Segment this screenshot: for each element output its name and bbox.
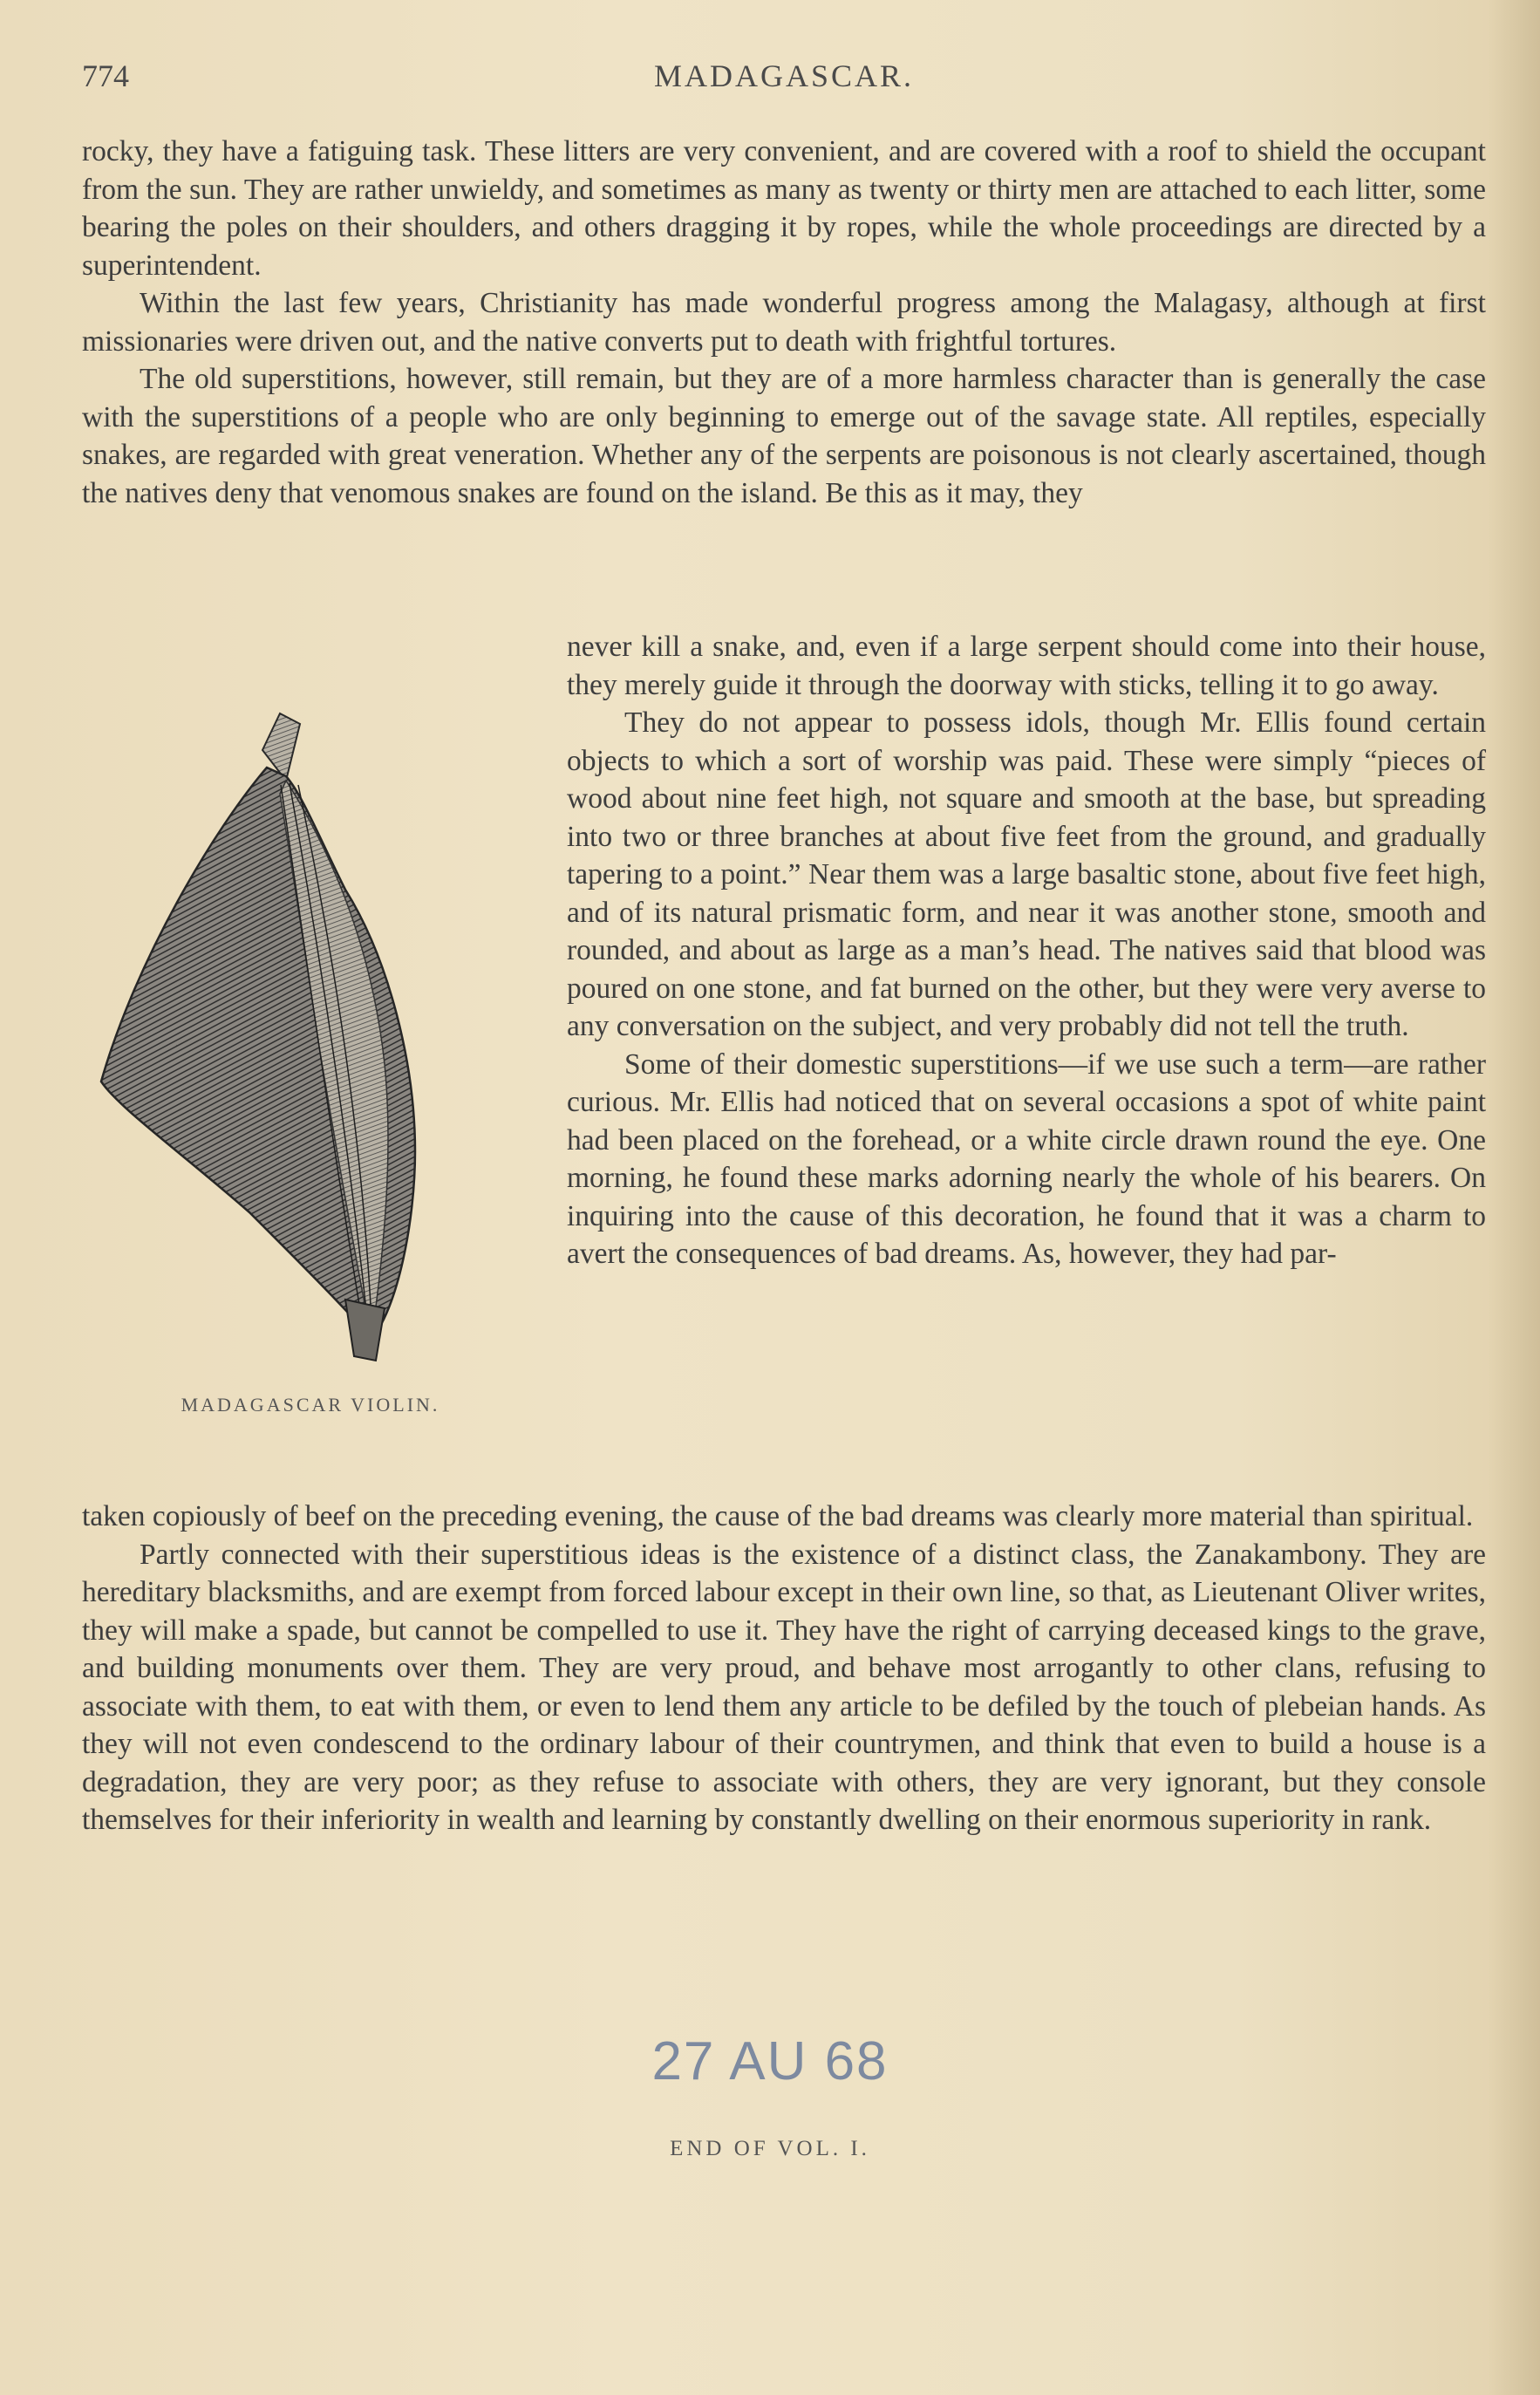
violin-illustration xyxy=(84,698,537,1422)
end-of-volume-note: END OF VOL. I. xyxy=(670,2137,870,2160)
figure-caption: MADAGASCAR VIOLIN. xyxy=(181,1394,440,1416)
page-number: 774 xyxy=(82,58,129,93)
page-header xyxy=(82,58,1486,106)
text-block-wrap xyxy=(567,628,1486,1273)
paragraph-zanakambony: Partly connected with their superstitious ideas is the existence of a distinct class, the Zanakambony. They are hereditary blacksmiths, and are exempt from forced labour except in their own line, so that, as Lieutenant Oliver writes, they will make a spade, but cannot be compelled to use it. They have the right of carrying deceased kings to the grave, and building monuments over them. They are very proud, and behave most arrogantly to other clans, refusing to associate with them, to eat with them, or even to lend them any article to be defiled by the touch of plebeian hands. As they will not even condescend to the ordinary labour of their countrymen, and think that even to build a house is a degradation, they are very poor; as they refuse to associate with others, they are very ignorant, but they console themselves for their inferiority in wealth and learning by constantly dwelling on their enormous superiority in rank. xyxy=(82,1538,1486,1836)
running-title: MADAGASCAR. xyxy=(653,58,915,93)
paragraph-dreams: Some of their domestic superstitions—if we use such a term—are rather curious. Mr. Ellis had noticed that on several occasions a spot of white paint had been placed on the forehead, or a white circle drawn round the eye. One morning, he found these marks adorning nearly the whole of his bearers. On inquiring into the cause of this decoration, he found that it was a charm to avert the consequences of bad dreams. As, however, they had par- xyxy=(567,1047,1486,1270)
madagascar-violin-engraving xyxy=(84,698,537,1395)
paragraph-dreams-continued: taken copiously of beef on the preceding evening, the cause of the bad dreams was clearly more material than spiritual. xyxy=(82,1500,1474,1532)
paragraph-superstitions: The old superstitions, however, still remain, but they are of a more harmless character than is generally the case with the superstitions of a people who are only beginning to emerge out of the savage state. All reptiles, especially snakes, are regarded with great veneration. Whether any of the serpents are poisonous is not clearly ascertained, though the natives deny that venomous snakes are found on the island. Be this as it may, they xyxy=(82,363,1486,509)
paragraph-snake: never kill a snake, and, even if a large serpent should come into their house, they merely guide it through the doorway with sticks, telling it to go away. xyxy=(567,631,1486,701)
date-stamp: 27 AU 68 xyxy=(651,2031,889,2091)
paragraph-litters: rocky, they have a fatiguing task. These litters are very convenient, and are covered with a roof to shield the occupant from the sun. They are rather unwieldy, and sometimes as many as twenty or thirty men are attached to each litter, some bearing the poles on their shoulders, and others dragging it by ropes, while the whole proceedings are directed by a superintendent. xyxy=(82,135,1486,282)
paragraph-christianity: Within the last few years, Christianity has made wonderful progress among the Malagasy, although at first missionaries were driven out, and the native converts put to death with frightful tortures. xyxy=(82,287,1486,358)
paragraph-idols: They do not appear to possess idols, though Mr. Ellis found certain objects to which a sort of worship was paid. These were simply “pieces of wood about nine feet high, not square and smooth at the base, but spreading into two or three branches at about five feet from the ground, and gradually tapering to a point.” Near them was a large basaltic stone, about five feet high, and of its natural prismatic form, and near it was another stone, smooth and rounded, and about as large as a man’s head. The natives said that blood was poured on one stone, and fat burned on the other, but they were very averse to any conversation on the subject, and very probably did not tell the truth. xyxy=(567,706,1486,1042)
text-block-bottom xyxy=(82,1498,1486,1839)
text-block-top xyxy=(82,133,1486,512)
